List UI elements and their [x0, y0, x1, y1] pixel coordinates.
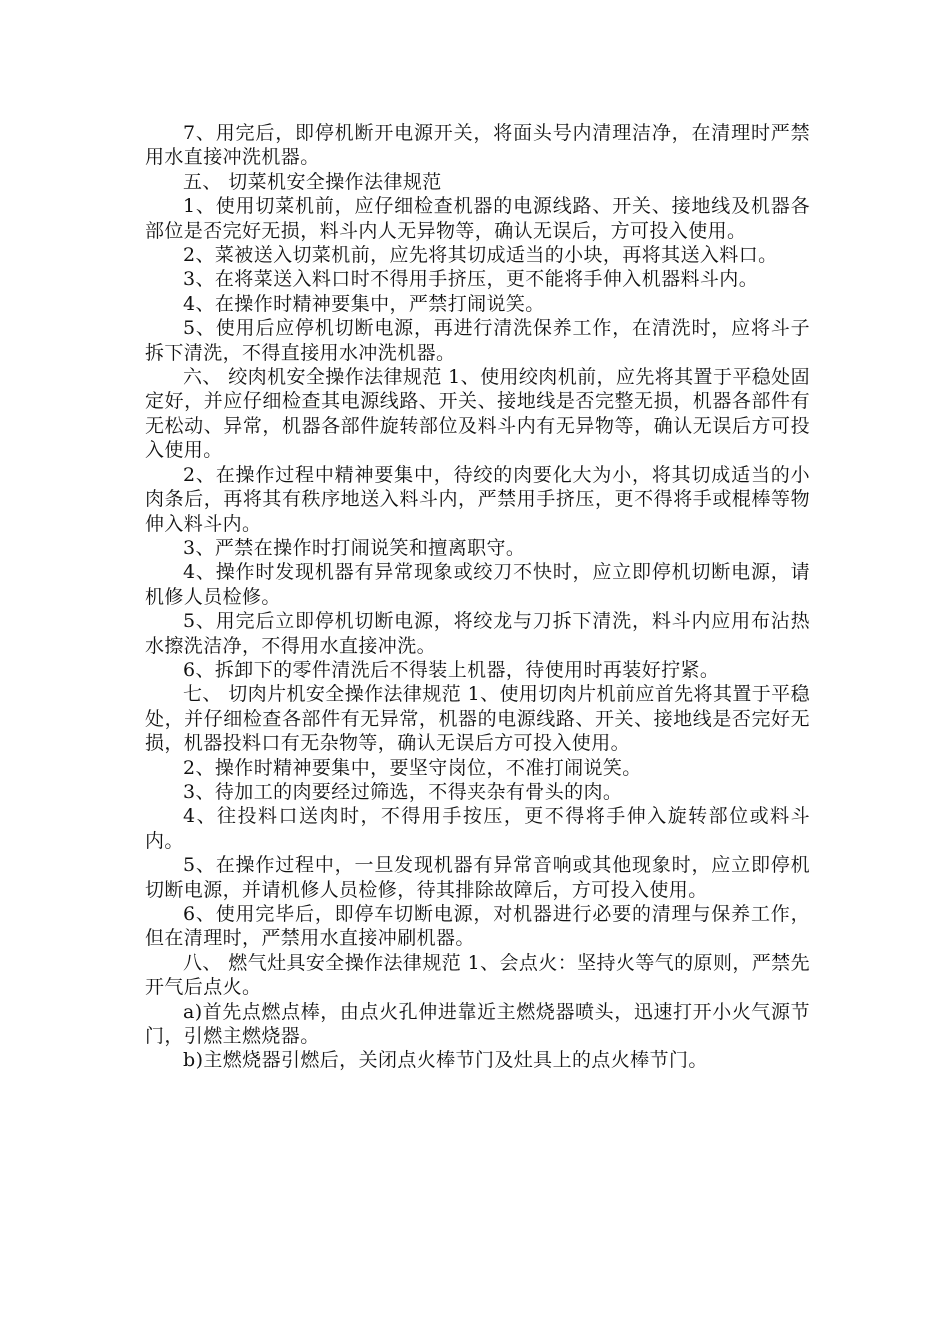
paragraph: 4、往投料口送肉时，不得用手按压，更不得将手伸入旋转部位或料斗内。 [145, 805, 810, 852]
paragraph: 2、操作时精神要集中，要坚守岗位，不准打闹说笑。 [183, 756, 642, 779]
paragraph: 5、在操作过程中，一旦发现机器有异常音响或其他现象时，应立即停机切断电源，并请机修人员检修，待其排除故障后，方可投入使用。 [145, 854, 810, 901]
paragraph: 2、菜被送入切菜机前，应先将其切成适当的小块，再将其送入料口。 [183, 244, 778, 267]
document-body [145, 121, 810, 1073]
paragraph: a)首先点燃点棒，由点火孔伸进靠近主燃烧器喷头，迅速打开小火气源节门，引燃主燃烧器。 [145, 1000, 810, 1048]
paragraph: 5、用完后立即停机切断电源，将绞龙与刀拆下清洗，料斗内应用布沾热水擦洗洁净，不得用水直接冲洗。 [145, 610, 810, 657]
paragraph: 6、使用完毕后，即停车切断电源，对机器进行必要的清理与保养工作，但在清理时，严禁用水直接冲刷机器。 [145, 903, 810, 950]
paragraph: 4、在操作时精神要集中，严禁打闹说笑。 [183, 292, 545, 315]
paragraph: 5、使用后应停机切断电源，再进行清洗保养工作，在清洗时，应将斗子拆下清洗，不得直接用水冲洗机器。 [145, 317, 810, 364]
section-heading: 七、 切肉片机安全操作法律规范 1、使用切肉片机前应首先将其置于平稳处，并仔细检查各部件有无异常，机器的电源线路、开关、接地线是否完好无损，机器投料口有无杂物等，确认无误后方可投入使用。 [145, 683, 810, 755]
paragraph: 2、在操作过程中精神要集中，待绞的肉要化大为小，将其切成适当的小肉条后，再将其有秩序地送入料斗内，严禁用手挤压，更不得将手或棍棒等物伸入料斗内。 [145, 463, 810, 535]
section-heading: 八、 燃气灶具安全操作法律规范 1、会点火：坚持火等气的原则，严禁先开气后点火。 [145, 951, 810, 999]
paragraph: 1、使用切菜机前，应仔细检查机器的电源线路、开关、接地线及机器各部位是否完好无损，料斗内人无异物等，确认无误后，方可投入使用。 [145, 195, 810, 242]
paragraph: 7、用完后，即停机断开电源开关，将面头号内清理洁净，在清理时严禁用水直接冲洗机器。 [145, 122, 810, 169]
paragraph: b)主燃烧器引燃后，关闭点火棒节门及灶具上的点火棒节门。 [183, 1049, 708, 1072]
section-heading: 六、 绞肉机安全操作法律规范 1、使用绞肉机前，应先将其置于平稳处固定好，并应仔细检查其电源线路、开关、接地线是否完整无损，机器各部件有无松动、异常，机器各部件旋转部位及料斗内有无异物等，确认无误后方可投入使用。 [145, 366, 810, 462]
paragraph: 6、拆卸下的零件清洗后不得装上机器，待使用时再装好拧紧。 [183, 658, 720, 681]
paragraph: 3、严禁在操作时打闹说笑和擅离职守。 [183, 536, 526, 559]
section-heading: 五、 切菜机安全操作法律规范 [183, 170, 442, 193]
paragraph: 3、在将菜送入料口时不得用手挤压，更不能将手伸入机器料斗内。 [183, 268, 759, 291]
paragraph: 3、待加工的肉要经过筛选，不得夹杂有骨头的肉。 [183, 780, 623, 803]
paragraph: 4、操作时发现机器有异常现象或绞刀不快时，应立即停机切断电源，请机修人员检修。 [145, 561, 810, 608]
